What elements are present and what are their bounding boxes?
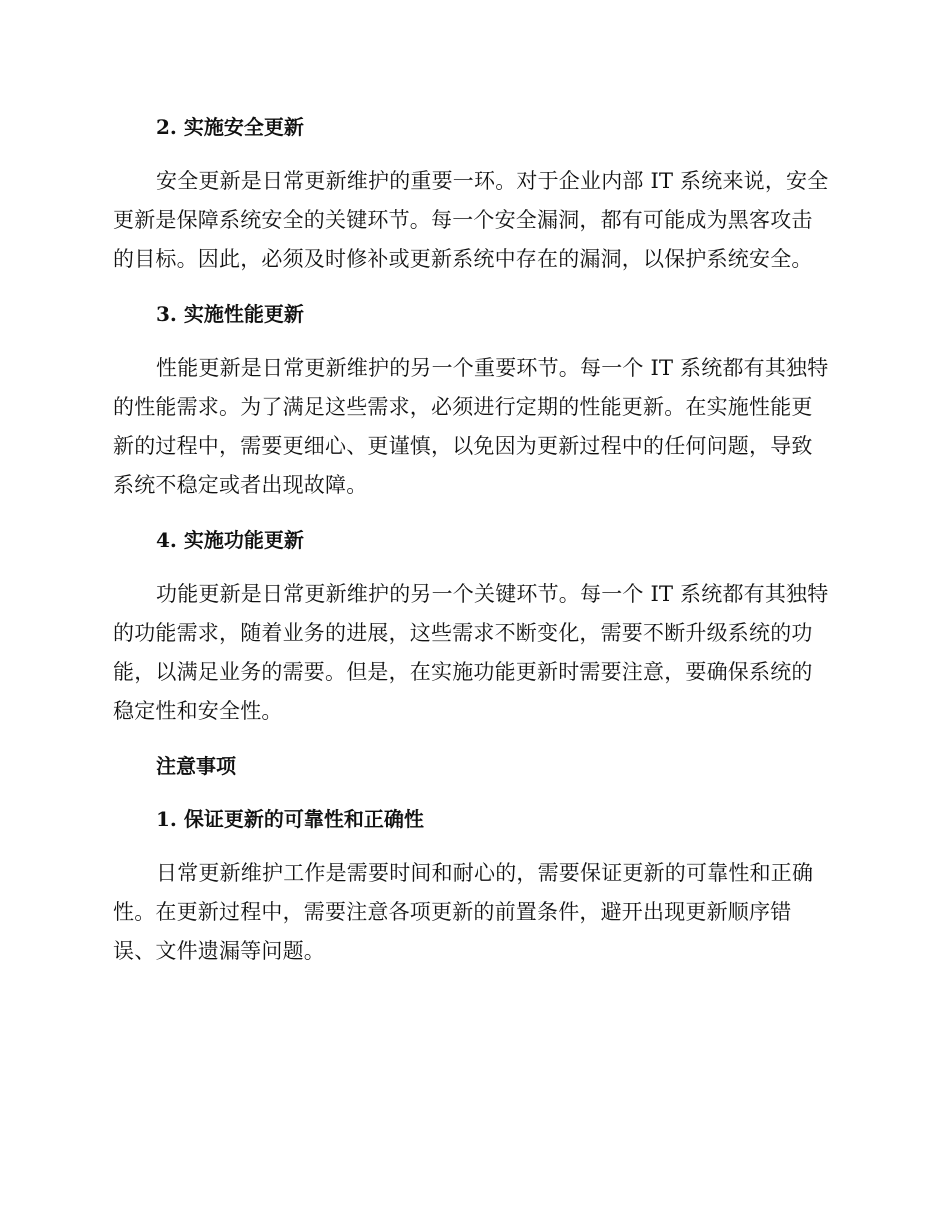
paragraph-line: 的功能需求，随着业务的进展，这些需求不断变化，需要不断升级系统的功 xyxy=(113,621,813,645)
spacer xyxy=(113,505,835,522)
paragraph xyxy=(113,575,835,731)
paragraph-line: 性。在更新过程中，需要注意各项更新的前置条件，避开出现更新顺序错 xyxy=(113,900,792,924)
section-heading: 2. 实施安全更新 xyxy=(156,115,304,139)
section-heading: 3. 实施性能更新 xyxy=(156,302,304,326)
paragraph-line: 安全更新是日常更新维护的重要一环。对于企业内部 IT 系统来说，安全 xyxy=(156,169,829,193)
paragraph-line: 能，以满足业务的需要。但是，在实施功能更新时需要注意，要确保系统的 xyxy=(113,660,813,684)
paragraph xyxy=(113,349,835,505)
spacer xyxy=(113,837,835,854)
paragraph-line: 性能更新是日常更新维护的另一个重要环节。每一个 IT 系统都有其独特 xyxy=(156,356,829,380)
paragraph-line: 的性能需求。为了满足这些需求，必须进行定期的性能更新。在实施性能更 xyxy=(113,395,813,419)
paragraph-line: 误、文件遗漏等问题。 xyxy=(113,939,325,963)
paragraph-line: 功能更新是日常更新维护的另一个关键环节。每一个 IT 系统都有其独特 xyxy=(156,582,829,606)
spacer xyxy=(113,731,835,748)
spacer xyxy=(113,558,835,575)
section-heading: 1. 保证更新的可靠性和正确性 xyxy=(156,807,424,831)
spacer xyxy=(113,279,835,296)
paragraph-line: 更新是保障系统安全的关键环节。每一个安全漏洞，都有可能成为黑客攻击 xyxy=(113,208,813,232)
spacer xyxy=(113,145,835,162)
paragraph-line: 的目标。因此，必须及时修补或更新系统中存在的漏洞，以保护系统安全。 xyxy=(113,247,813,271)
spacer xyxy=(113,784,835,801)
paragraph xyxy=(113,162,835,279)
section-heading: 注意事项 xyxy=(156,754,236,778)
paragraph-line: 新的过程中，需要更细心、更谨慎，以免因为更新过程中的任何问题，导致 xyxy=(113,434,813,458)
section-heading: 4. 实施功能更新 xyxy=(156,528,304,552)
paragraph-line: 日常更新维护工作是需要时间和耐心的，需要保证更新的可靠性和正确 xyxy=(156,861,814,885)
spacer xyxy=(113,332,835,349)
paragraph xyxy=(113,854,835,971)
paragraph-line: 系统不稳定或者出现故障。 xyxy=(113,473,368,497)
paragraph-line: 稳定性和安全性。 xyxy=(113,699,283,723)
